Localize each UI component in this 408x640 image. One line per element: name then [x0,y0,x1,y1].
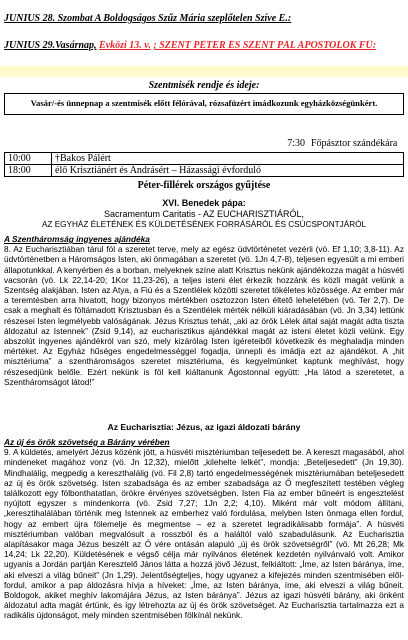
time-cell: 10:00 [5,153,52,165]
mass-schedule-table-2 [4,152,404,177]
time-cell [4,138,44,149]
section-2-heading: Az Eucharisztia: Jézus, az igazi áldozati bárány [107,422,301,432]
table-row [4,138,404,149]
article-section-3 [4,437,404,621]
section-heading: Az új és örök szövetség a Bárány vérében [4,437,170,447]
section-paragraph: 8. Az Eucharisztiában tárul föl a szeretet terve, mely az egész üdvtörténetet vezérli (vö. Ef 1,10; 3,8-11). Az üdvtörténetben a Háromságos Isten, aki önmagában a szeretet (vö. 1Jn 4,7-8), teljesen egyesült a mi emberi állapotunkkal. A kenyérben és a borban, melyeknek színe alatt Krisztus nekünk ajándékozza magát a húsvéti vacsorán (vö. Lk 22,14-20; 1Kor 11,23-26), a teljes isteni élet érkezik hozzánk és közli magát velünk a Szentség alakjában. Isten az Atya, a Fiú és a Szentlélek közötti szeretet tökéletes közössége. Az ember már a teremtésben arra hivatott, hogy bizonyos mértékben osztozzon Isten éltető leheletében (vö. Ter 2,7). De csak a meghalt és föltámadott Krisztusban és a Szentlélek mérték nélküli kiáradásában (vö. Jn 3,34) lettünk részesei Isten legmélyebb valóságának. Jézus Krisztus tehát, „aki az örök Lélek által saját magát adta tiszta áldozatul az Istennek” (Zsid 9,14), az eucharisztikus ajándékkal magát az isteni életet közli velünk. Egy abszolút ingyenes ajándékról van szó, mely kizárólag Isten ígéreteiből következik és meghaladja minden mértéket. Az Egyház hűséges engedelmességgel fogadja, ünnepli és imádja ezt az ajándékot. A „hit misztériuma” a szentháromságos szeretet misztériuma, és kegyelmünket kaptunk meghívást, hogy részesedjünk belőle. Ezért nekünk is föl kell kiáltanunk Ágostonnal együtt: „Ha látod a szeretetet, a Szentháromságot látod!” [4,244,404,387]
day-heading-june-29 [4,40,408,52]
intention-cell: élő Krisztiánért és Andrásért – Házassági évforduló [52,165,404,177]
article-section-1 [4,234,404,387]
mass-order-title: Szentmisék rendje és ideje: [148,80,260,91]
table-row [5,165,404,177]
time-cell: 7:30 [287,138,305,149]
collection-note: Péter-fillérek országos gyűjtése [137,180,271,191]
intention-cell [44,138,246,149]
rosary-note: Vasár/-és ünnepnap a szentmisék előtt félórával, rózsafüzért imádkozunk egyházközségünkért. [30,98,378,108]
article-title-1: Sacramentum Caritatis - AZ EUCHARISZTIÁRÓL, [103,209,305,219]
section-heading: A Szentháromság ingyenes ajándéka [4,234,150,244]
article-title-2: AZ EGYHÁZ ÉLETÉNEK ÉS KÜLDETÉSÉNEK FORRÁSÁRÓL ÉS CSÚCSPONTJÁRÓL [41,220,367,229]
feast-label: ; SZENT PÉTER ÉS SZENT PÁL APOSTOLOK FŰ: [153,40,377,51]
day-heading-june-28: JÚNIUS 28. Szombat A Boldogságos Szűz Mária szeplőtelen Szíve E.: [4,13,292,24]
week-label: Évközi 13. v. [99,40,151,51]
mass-schedule-table [4,138,404,149]
intention-cell: †Bakos Pálért [52,153,404,165]
pope-name: XVI. Benedek pápa: [162,198,246,208]
table-row [5,153,404,165]
intention-cell: Főpásztor szándékára [311,138,398,149]
time-cell: 18:00 [5,165,52,177]
church-band [0,66,408,77]
date-label: JÚNIUS 29.Vasárnap, [4,40,97,51]
section-paragraph: 9. A küldetés, amelyért Jézus közénk jött, a húsvéti misztériumban teljesedett be. A kereszt magasából, ahol mindeneket magához vonz (vö. Jn 12,32), mielőtt „kilehelte lelkét”, mondja: „Beteljesedett” (Jn 19,30). Mindhalálig, megpedig a kereszthalálig (vö. Fil 2,8) tartó engedelmességének misztériumában beteljesedett az új és örök szövetség. Isten szabadsága és az ember szabadsága az Ő megfeszített testében végleg találkozott egy fölbonthatatlan, örökre érvényes szövetségben. Isten Fia az ember bűneért is engesztelést nyújtott egyszer s mindenkorra (vö. Zsid 7,27; 1Jn 2,2; 4,10). Miként már volt módom állítani, „keresztihalálában történik meg Istennek az emberhez való fordulása, melyben Isten önmaga ellen fordul, hogy az embert újra fölemelje és megmentse – ez a szeretet legradikálisabb formája”. A húsvéti misztériumban valóban megvalósult a rosszból és a haláltól való szabadulásunk. Az Eucharisztia alapításakor maga Jézus beszélt az Ő vére ontásán alapuló „új és örök szövetségről” (vö. Mt 26,28; Mk 14,24; Lk 22,20). Küldetésének e végső célja már nyilvános életének kezdetén nyilvánvaló volt. Amikor ugyanis a Jordán partján Keresztelő János látta a hozzá jövő Jézust, felkiáltott: „Íme, az Isten báránya, íme, aki elveszi a világ bűneit” (Jn 1,29). Jelentőségteljes, hogy ugyanez a kifejezés minden szentmisében előlfordul, amikor a pap áldozásra hívja a híveket: „Íme, az Isten báránya, íme, aki elveszi a világ bűneit. Boldogok, akiket meghív lakomájára Jézus, az Isten báránya”. Jézus az igazi húsvéti bárány, aki önként áldozatul adta magát értünk, és így létrehozta az új és örök szövetséget. Az Eucharisztia tartalmazza ezt a radikális újdonságot, mely minden szentmisében fölkínál nekünk. [4,447,404,621]
